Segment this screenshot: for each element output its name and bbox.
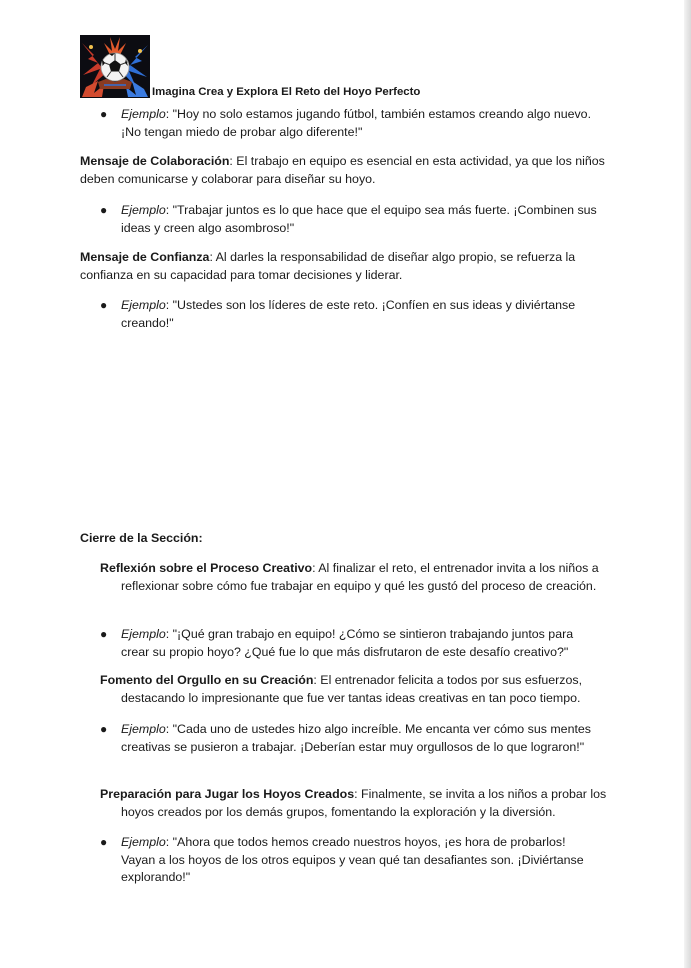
list-item [100,202,601,237]
example-label: Ejemplo [121,835,166,849]
example-label: Ejemplo [121,203,166,217]
soccer-ball-logo-icon [80,35,150,98]
bullet-icon: ● [100,203,108,217]
paragraph-orgullo [100,672,626,707]
example-quote: : "Ustedes son los líderes de este reto. ¡Confíen en sus ideas y diviértanse creando!" [121,298,576,330]
paragraph-colaboracion [80,153,605,188]
paragraph-text: : El trabajo en equipo es esencial en esta actividad, ya que los niños deben comunicarse y colaborar para diseñar su hoyo. [80,154,605,186]
bullet-icon: ● [100,627,108,641]
bullet-icon: ● [100,835,108,849]
list-item [100,721,601,756]
example-label: Ejemplo [121,107,166,121]
paragraph-reflexion [100,560,626,595]
example-quote: : "Cada uno de ustedes hizo algo increíble. Me encanta ver cómo sus mentes creativas se pusieron a trabajar. ¡Deberían estar muy orgullosos de lo que lograron!" [121,722,591,754]
bullet-icon: ● [100,107,108,121]
section-heading: Fomento del Orgullo en su Creación [100,673,314,687]
bullet-icon: ● [100,722,108,736]
section-heading: Mensaje de Confianza [80,250,210,264]
paragraph-text: : Finalmente, se invita a los niños a probar los hoyos creados por los demás grupos, fomentando la exploración y la diversión. [121,787,607,819]
paragraph-text: : El entrenador felicita a todos por sus esfuerzos, destacando lo impresionante que fue ver tantas ideas creativas en tan poco tiempo. [121,673,583,705]
document-title: Imagina Crea y Explora El Reto del Hoyo Perfecto [152,86,421,98]
example-quote: : "¡Qué gran trabajo en equipo! ¿Cómo se sintieron trabajando juntos para crear su propio hoyo? ¿Qué fue lo que más disfrutaron de este desafío creativo?" [121,627,574,659]
section-title-cierre: Cierre de la Sección: [80,531,203,545]
example-label: Ejemplo [121,627,166,641]
paragraph-confianza [80,249,605,284]
page-edge-shadow [684,0,691,968]
list-item [100,626,601,661]
example-label: Ejemplo [121,298,166,312]
example-quote: : "Trabajar juntos es lo que hace que el equipo sea más fuerte. ¡Combinen sus ideas y creen algo asombroso!" [121,203,597,235]
example-quote: : "Ahora que todos hemos creado nuestros hoyos, ¡es hora de probarlos! Vayan a los hoyos de los otros equipos y vean qué tan desafiantes son. ¡Diviértanse explorando!" [121,835,584,884]
example-label: Ejemplo [121,722,166,736]
section-heading: Preparación para Jugar los Hoyos Creados [100,787,355,801]
bullet-icon: ● [100,298,108,312]
section-heading: Mensaje de Colaboración [80,154,230,168]
list-item [100,106,601,141]
section-heading: Reflexión sobre el Proceso Creativo [100,561,313,575]
list-item [100,834,601,887]
paragraph-text: : Al finalizar el reto, el entrenador invita a los niños a reflexionar sobre cómo fue trabajar en equipo y qué les gustó del proceso de creación. [121,561,599,593]
paragraph-text: : Al darles la responsabilidad de diseñar algo propio, se refuerza la confianza en su capacidad para tomar decisiones y liderar. [80,250,576,282]
list-item [100,297,601,332]
example-quote: : "Hoy no solo estamos jugando fútbol, también estamos creando algo nuevo. ¡No tengan miedo de probar algo diferente!" [121,107,592,139]
paragraph-preparacion [100,786,626,821]
